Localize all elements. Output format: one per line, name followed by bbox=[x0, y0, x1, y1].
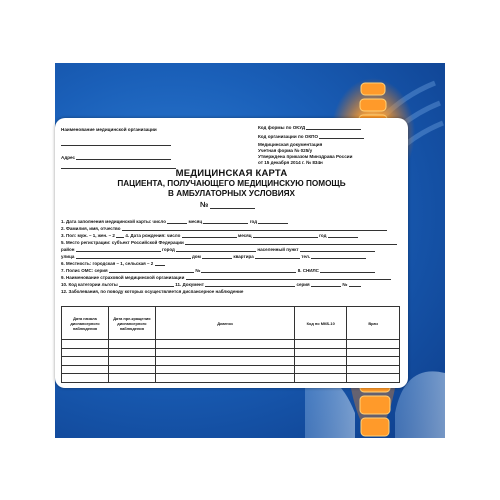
field-3-label: 3. Пол: муж. – 1, жен. – 2 bbox=[61, 233, 115, 238]
field-5-tel-label: тел. bbox=[301, 254, 311, 259]
field-11-no-label: № bbox=[342, 282, 348, 287]
field-4-day[interactable] bbox=[182, 233, 237, 238]
field-9-label: 9. Наименование страховой медицинской организации bbox=[61, 275, 185, 280]
table-cell[interactable] bbox=[108, 374, 155, 383]
field-1-month-label: месяц bbox=[188, 219, 203, 224]
field-1-label: 1. Дата заполнения медицинской карты: число bbox=[61, 219, 166, 224]
table-cell[interactable] bbox=[347, 348, 400, 357]
table-cell[interactable] bbox=[108, 340, 155, 349]
med-doc-text: Медицинская документация bbox=[258, 142, 323, 147]
card-number bbox=[200, 200, 255, 209]
field-4-label: 4. Дата рождения: число bbox=[125, 233, 181, 238]
table-cell[interactable] bbox=[62, 365, 109, 374]
field-7-number[interactable] bbox=[201, 268, 296, 273]
field-6-input[interactable] bbox=[155, 261, 165, 266]
field-2-input[interactable] bbox=[122, 226, 387, 231]
table-header-row bbox=[62, 307, 400, 340]
table-header-cell: Дата начала диспансерного наблюдения bbox=[62, 307, 109, 340]
field-8-label: 8. СНИЛС bbox=[297, 268, 319, 273]
field-5-street[interactable] bbox=[76, 254, 191, 259]
field-4-month-label: месяц bbox=[237, 233, 252, 238]
field-1-month[interactable] bbox=[203, 219, 248, 224]
field-5-apt-label: квартира bbox=[233, 254, 254, 259]
field-5-house[interactable] bbox=[202, 254, 232, 259]
card-number-line[interactable] bbox=[210, 204, 255, 209]
form-number-text: Учетная форма № 025/у bbox=[258, 148, 313, 153]
field-4-month[interactable] bbox=[253, 233, 318, 238]
dispensary-table bbox=[61, 306, 400, 383]
table-header-cell: Диагноз bbox=[155, 307, 294, 340]
title-line-1: МЕДИЦИНСКАЯ КАРТА bbox=[175, 168, 288, 179]
field-11-number[interactable] bbox=[349, 282, 361, 287]
field-11-input[interactable] bbox=[205, 282, 295, 287]
field-5-street-label: улица bbox=[61, 254, 75, 259]
org-name-line[interactable] bbox=[61, 145, 171, 146]
field-9-input[interactable] bbox=[186, 275, 391, 280]
table-cell[interactable] bbox=[155, 340, 294, 349]
address-label: Адрес bbox=[61, 155, 76, 160]
field-5-house-label: дом bbox=[191, 254, 201, 259]
table-row bbox=[62, 365, 400, 374]
table-cell[interactable] bbox=[295, 340, 347, 349]
field-5-district-label: район bbox=[61, 247, 75, 252]
table-cell[interactable] bbox=[295, 348, 347, 357]
field-10-label: 10. Код категории льготы bbox=[61, 282, 118, 287]
okpo-line[interactable] bbox=[319, 134, 364, 139]
table-cell[interactable] bbox=[155, 365, 294, 374]
table-cell[interactable] bbox=[347, 374, 400, 383]
approved-text-2: от 15 декабря 2014 г. № 834н bbox=[258, 160, 323, 165]
table-cell[interactable] bbox=[108, 357, 155, 366]
field-5-settlement[interactable] bbox=[300, 247, 375, 252]
field-11-series[interactable] bbox=[311, 282, 341, 287]
okpo-label: Код организации по ОКПО bbox=[258, 134, 319, 139]
title-line-3: В АМБУЛАТОРНЫХ УСЛОВИЯХ bbox=[168, 189, 295, 198]
field-7-label: 7. Полис ОМС: серия bbox=[61, 268, 108, 273]
field-5-settlement-label: населенный пункт bbox=[257, 247, 299, 252]
field-5-label: 5. Место регистрации: субъект Российской Федерации bbox=[61, 240, 184, 245]
address-line[interactable] bbox=[76, 155, 171, 160]
table-row bbox=[62, 374, 400, 383]
okud-label: Код формы по ОКУД bbox=[258, 125, 306, 130]
table-cell[interactable] bbox=[155, 357, 294, 366]
table-header-cell: Дата пре-кращения диспансерного наблюдения bbox=[108, 307, 155, 340]
field-5-apt[interactable] bbox=[255, 254, 300, 259]
table-cell[interactable] bbox=[62, 357, 109, 366]
table-cell[interactable] bbox=[295, 357, 347, 366]
field-1-year-label: год bbox=[249, 219, 258, 224]
table-cell[interactable] bbox=[347, 365, 400, 374]
field-1-day[interactable] bbox=[167, 219, 187, 224]
field-6-label: 6. Местность: городская – 1, сельская – 2 bbox=[61, 261, 154, 266]
approved-text-1: Утверждена приказом Минздрава России bbox=[258, 154, 353, 159]
field-2-label: 2. Фамилия, имя, отчество bbox=[61, 226, 121, 231]
table-header-cell: Врач bbox=[347, 307, 400, 340]
title-line-2: ПАЦИЕНТА, ПОЛУЧАЮЩЕГО МЕДИЦИНСКУЮ ПОМОЩЬ bbox=[117, 179, 346, 188]
table-cell[interactable] bbox=[155, 374, 294, 383]
field-10-input[interactable] bbox=[119, 282, 174, 287]
table-cell[interactable] bbox=[62, 374, 109, 383]
field-1-year[interactable] bbox=[258, 219, 288, 224]
field-7-no-label: № bbox=[195, 268, 201, 273]
field-11-series-label: серия bbox=[296, 282, 310, 287]
field-5-tel[interactable] bbox=[311, 254, 366, 259]
field-3-input[interactable] bbox=[116, 233, 124, 238]
table-cell[interactable] bbox=[347, 357, 400, 366]
table-row bbox=[62, 340, 400, 349]
table-cell[interactable] bbox=[155, 348, 294, 357]
field-12-label: 12. Заболевания, по поводу которых осуществляется диспансерное наблюдение bbox=[61, 289, 244, 294]
table-cell[interactable] bbox=[295, 365, 347, 374]
field-7-series[interactable] bbox=[109, 268, 194, 273]
table-cell[interactable] bbox=[62, 340, 109, 349]
table-row bbox=[62, 348, 400, 357]
table-cell[interactable] bbox=[108, 365, 155, 374]
field-5-district[interactable] bbox=[76, 247, 161, 252]
field-11-label: 11. Документ bbox=[175, 282, 204, 287]
field-8-input[interactable] bbox=[320, 268, 375, 273]
field-4-year[interactable] bbox=[328, 233, 358, 238]
form-card bbox=[55, 118, 408, 388]
table-cell[interactable] bbox=[108, 348, 155, 357]
field-5-city[interactable] bbox=[176, 247, 256, 252]
table-cell[interactable] bbox=[295, 374, 347, 383]
table-row bbox=[62, 357, 400, 366]
field-5-subject[interactable] bbox=[185, 240, 397, 245]
table-cell[interactable] bbox=[347, 340, 400, 349]
table-header-cell: Код по МКБ-10 bbox=[295, 307, 347, 340]
card-number-label: № bbox=[200, 200, 209, 209]
field-4-year-label: год bbox=[319, 233, 327, 238]
field-5-city-label: город bbox=[162, 247, 175, 252]
org-name-label: Наименование медицинской организации bbox=[61, 127, 157, 132]
table-cell[interactable] bbox=[62, 348, 109, 357]
okud-line[interactable] bbox=[306, 125, 361, 130]
